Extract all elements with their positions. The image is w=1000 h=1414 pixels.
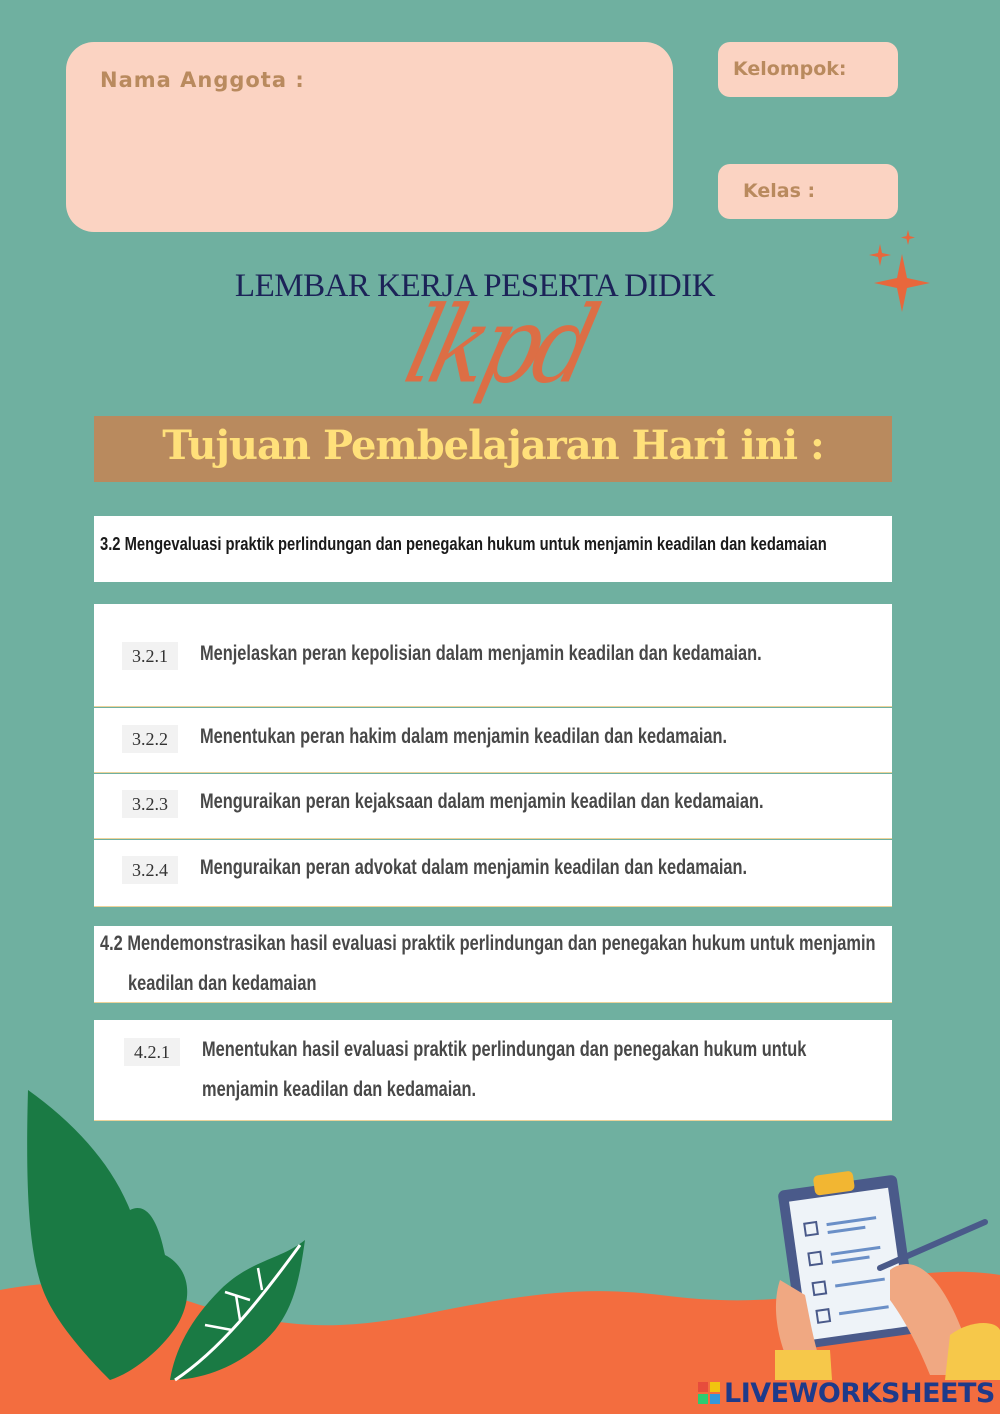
indicator-text: Menentukan peran hakim dalam menjamin keadilan dan kedamaian. — [200, 725, 728, 748]
indicator-row — [94, 620, 892, 707]
indicator-row — [94, 708, 892, 773]
indicator-text-line1: Menentukan hasil evaluasi praktik perlindungan dan penegakan hukum untuk — [202, 1038, 807, 1061]
kelompok-label: Kelompok: — [733, 58, 847, 80]
sparkle-icon — [862, 226, 942, 316]
indicator-code: 4.2.1 — [124, 1038, 180, 1066]
nama-anggota-label: Nama Anggota : — [100, 68, 305, 92]
clipboard-illustration-icon — [770, 1160, 1000, 1380]
indicator-row — [94, 774, 892, 839]
liveworksheets-watermark[interactable]: LIVEWORKSHEETS — [724, 1378, 995, 1409]
indicator-code: 3.2.2 — [122, 725, 178, 753]
indicator-code: 3.2.3 — [122, 790, 178, 818]
kelas-label: Kelas : — [743, 180, 816, 202]
indicator-text-line2: menjamin keadilan dan kedamaian. — [202, 1078, 477, 1101]
indicator-text: Menjelaskan peran kepolisian dalam menjamin keadilan dan kedamaian. — [200, 642, 762, 665]
indicator-list-top — [94, 604, 892, 620]
worksheet-title: LEMBAR KERJA PESERTA DIDIK — [234, 268, 716, 304]
objective-3-2-card — [94, 516, 892, 582]
indicator-code: 3.2.1 — [122, 642, 178, 670]
learning-goals-heading: Tujuan Pembelajaran Hari ini : — [162, 422, 824, 469]
indicator-text: Menguraikan peran kejaksaan dalam menjamin keadilan dan kedamaian. — [200, 790, 764, 813]
objective-4-2-text-line2: keadilan dan kedamaian — [128, 972, 317, 995]
lkpd-script-logo: lkpd — [394, 283, 605, 408]
liveworksheets-logo-icon — [698, 1382, 720, 1404]
indicator-row — [94, 840, 892, 907]
objective-4-2-card — [94, 926, 892, 1003]
indicator-text: Menguraikan peran advokat dalam menjamin keadilan dan kedamaian. — [200, 856, 748, 879]
indicator-code: 3.2.4 — [122, 856, 178, 884]
objective-3-2-text: 3.2 Mengevaluasi praktik perlindungan dan penegakan hukum untuk menjamin keadilan dan kedamaian — [100, 534, 827, 554]
objective-4-2-text-line1: 4.2 Mendemonstrasikan hasil evaluasi praktik perlindungan dan penegakan hukum untuk menjamin — [100, 932, 876, 955]
